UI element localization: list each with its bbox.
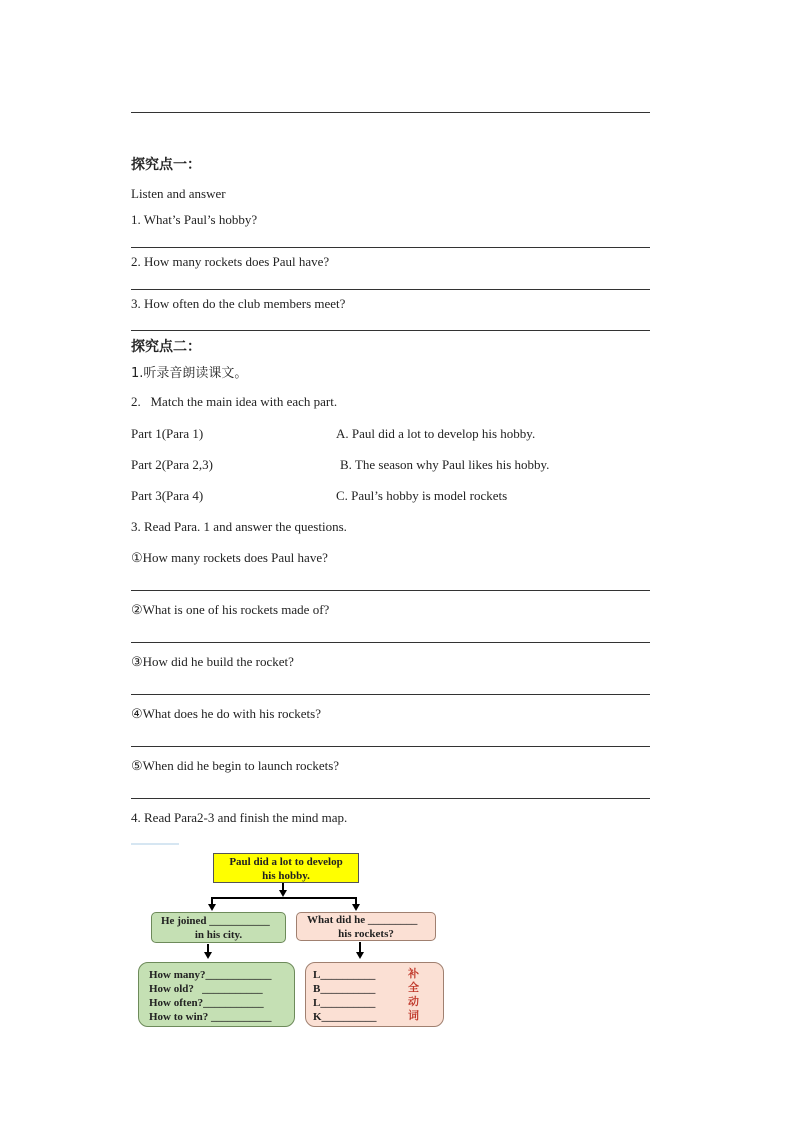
section2-item4: 4. Read Para2-3 and finish the mind map. bbox=[131, 810, 348, 825]
question-1: 1. What’s Paul’s hobby? bbox=[131, 212, 258, 227]
answer-line-1[interactable] bbox=[131, 247, 650, 248]
mindmap-verb-row: K__________ bbox=[313, 1011, 377, 1023]
arrow-left-down bbox=[204, 952, 212, 959]
red-char: 动 bbox=[408, 995, 419, 1008]
mindmap-verbs-box bbox=[305, 962, 444, 1027]
answer-line-3[interactable] bbox=[131, 330, 650, 331]
circled-answer-line-1[interactable] bbox=[131, 590, 650, 591]
connector-horizontal bbox=[211, 897, 357, 899]
arrow-right bbox=[352, 904, 360, 911]
decorative-mark bbox=[131, 843, 179, 845]
mindmap-verb-row: L__________ bbox=[313, 969, 376, 981]
mindmap-question-row: How often?___________ bbox=[149, 997, 264, 1009]
circled-question-4: ④What does he do with his rockets? bbox=[131, 706, 321, 721]
circled-answer-line-3[interactable] bbox=[131, 694, 650, 695]
mindmap-left-line1: He joined ___________ bbox=[161, 915, 270, 927]
mindmap-top-line2: his hobby. bbox=[262, 870, 310, 882]
question-2: 2. How many rockets does Paul have? bbox=[131, 254, 330, 269]
match-idea-b: B. The season why Paul likes his hobby. bbox=[340, 457, 550, 472]
mindmap-verb-row: B__________ bbox=[313, 983, 376, 995]
section2-item3: 3. Read Para. 1 and answer the questions. bbox=[131, 519, 347, 534]
section2-item2: 2. Match the main idea with each part. bbox=[131, 394, 338, 409]
arrow-right-down bbox=[356, 952, 364, 959]
circled-question-3: ③How did he build the rocket? bbox=[131, 654, 294, 669]
mindmap-question-row: How to win? ___________ bbox=[149, 1011, 272, 1023]
mindmap-left-box bbox=[151, 912, 286, 943]
mindmap-right-line2: his rockets? bbox=[338, 928, 394, 940]
circled-question-2: ②What is one of his rockets made of? bbox=[131, 602, 330, 617]
match-part-3: Part 3(Para 4) bbox=[131, 488, 204, 503]
circled-answer-line-5[interactable] bbox=[131, 798, 650, 799]
mindmap-right-box bbox=[296, 912, 436, 941]
match-part-2: Part 2(Para 2,3) bbox=[131, 457, 213, 472]
arrow-top bbox=[279, 890, 287, 897]
red-char: 全 bbox=[408, 981, 419, 994]
circled-answer-line-2[interactable] bbox=[131, 642, 650, 643]
circled-question-5: ⑤When did he begin to launch rockets? bbox=[131, 758, 340, 773]
mindmap-left-line2: in his city. bbox=[194, 929, 243, 941]
red-char: 补 bbox=[408, 967, 419, 980]
question-3: 3. How often do the club members meet? bbox=[131, 296, 346, 311]
section1-instruction: Listen and answer bbox=[131, 186, 226, 201]
match-idea-c: C. Paul’s hobby is model rockets bbox=[336, 488, 508, 503]
match-idea-a: A. Paul did a lot to develop his hobby. bbox=[336, 426, 536, 441]
arrow-left bbox=[208, 904, 216, 911]
match-part-1: Part 1(Para 1) bbox=[131, 426, 204, 441]
mindmap-top-line1: Paul did a lot to develop bbox=[229, 856, 343, 868]
mindmap-top-box bbox=[213, 853, 359, 883]
mindmap-question-row: How many?____________ bbox=[149, 969, 272, 981]
section2-item1: 1.听录音朗读课文。 bbox=[131, 366, 248, 381]
mindmap-questions-box bbox=[138, 962, 295, 1027]
mindmap-verb-row: L__________ bbox=[313, 997, 376, 1009]
section1-heading: 探究点一： bbox=[131, 157, 201, 173]
circled-answer-line-4[interactable] bbox=[131, 746, 650, 747]
mindmap-right-line1: What did he _________ bbox=[307, 914, 418, 926]
section2-heading: 探究点二： bbox=[131, 339, 201, 355]
red-char: 词 bbox=[408, 1009, 419, 1022]
circled-question-1: ①How many rockets does Paul have? bbox=[131, 550, 328, 565]
top-rule bbox=[131, 112, 650, 113]
answer-line-2[interactable] bbox=[131, 289, 650, 290]
mindmap-question-row: How old? ___________ bbox=[149, 983, 263, 995]
